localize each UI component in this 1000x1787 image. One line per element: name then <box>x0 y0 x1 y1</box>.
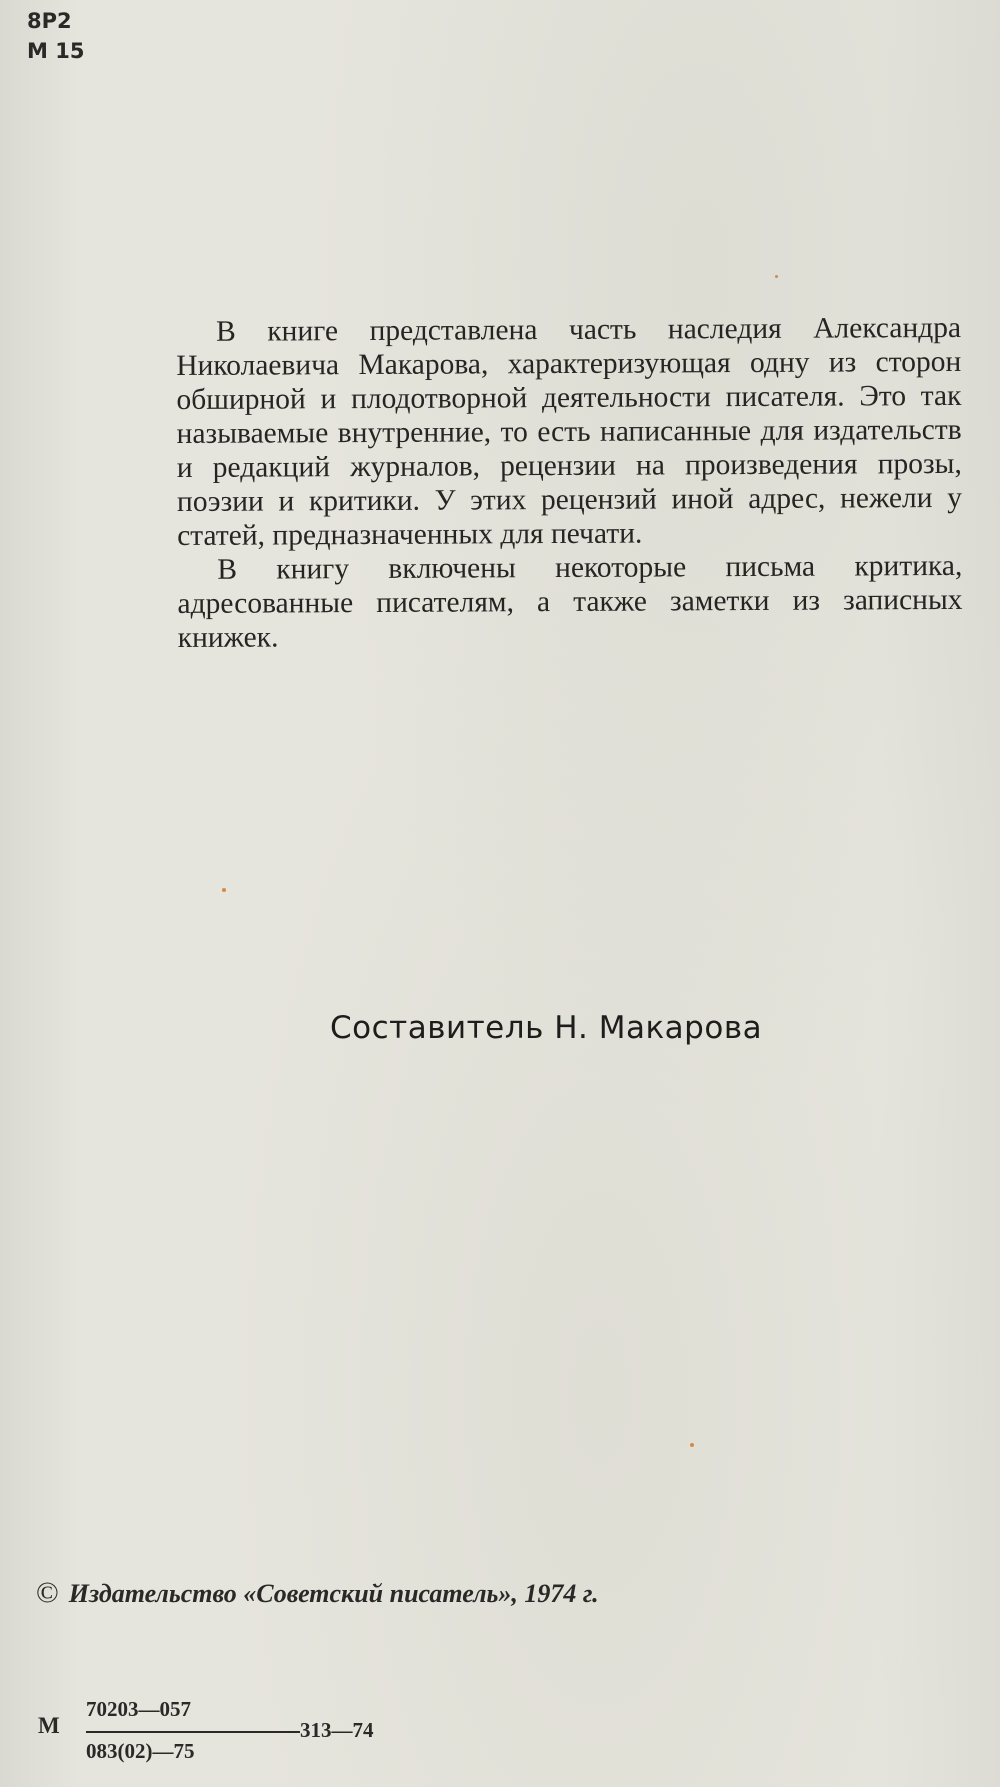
index-suffix: 313—74 <box>300 1718 374 1742</box>
annotation-paragraph: В книгу включены некоторые письма критика, адресованные писателям, а также заметки из записных книжек. <box>177 549 963 654</box>
classification-code: 8Р2 <box>27 9 72 33</box>
fraction-bar <box>86 1731 300 1733</box>
compiler-credit: Составитель Н. Макарова <box>330 1010 763 1046</box>
book-annotation <box>176 311 963 655</box>
index-denominator: 083(02)—75 <box>86 1739 195 1763</box>
library-classification <box>27 6 84 66</box>
paper-speck <box>775 275 778 278</box>
annotation-paragraph: В книге представлена часть наследия Александра Николаевича Макарова, характеризующая одну из сторон обширной и плодотворной деятельности писателя. Это так называемые внутренние, то есть написанные для издательств и редакций журналов, рецензии на произведения прозы, поэзии и критики. У этих рецензий иной адрес, нежели у статей, предназначенных для печати. <box>176 311 963 552</box>
author-mark: М 15 <box>27 39 85 63</box>
copyright-line <box>36 1576 599 1610</box>
paper-speck <box>222 888 226 892</box>
index-letter: М <box>38 1713 60 1738</box>
index-numerator: 70203—057 <box>86 1697 191 1721</box>
copyright-text: Издательство «Советский писатель», 1974 г. <box>68 1579 599 1608</box>
copyright-symbol: © <box>36 1576 59 1609</box>
paper-speck <box>690 1443 694 1447</box>
